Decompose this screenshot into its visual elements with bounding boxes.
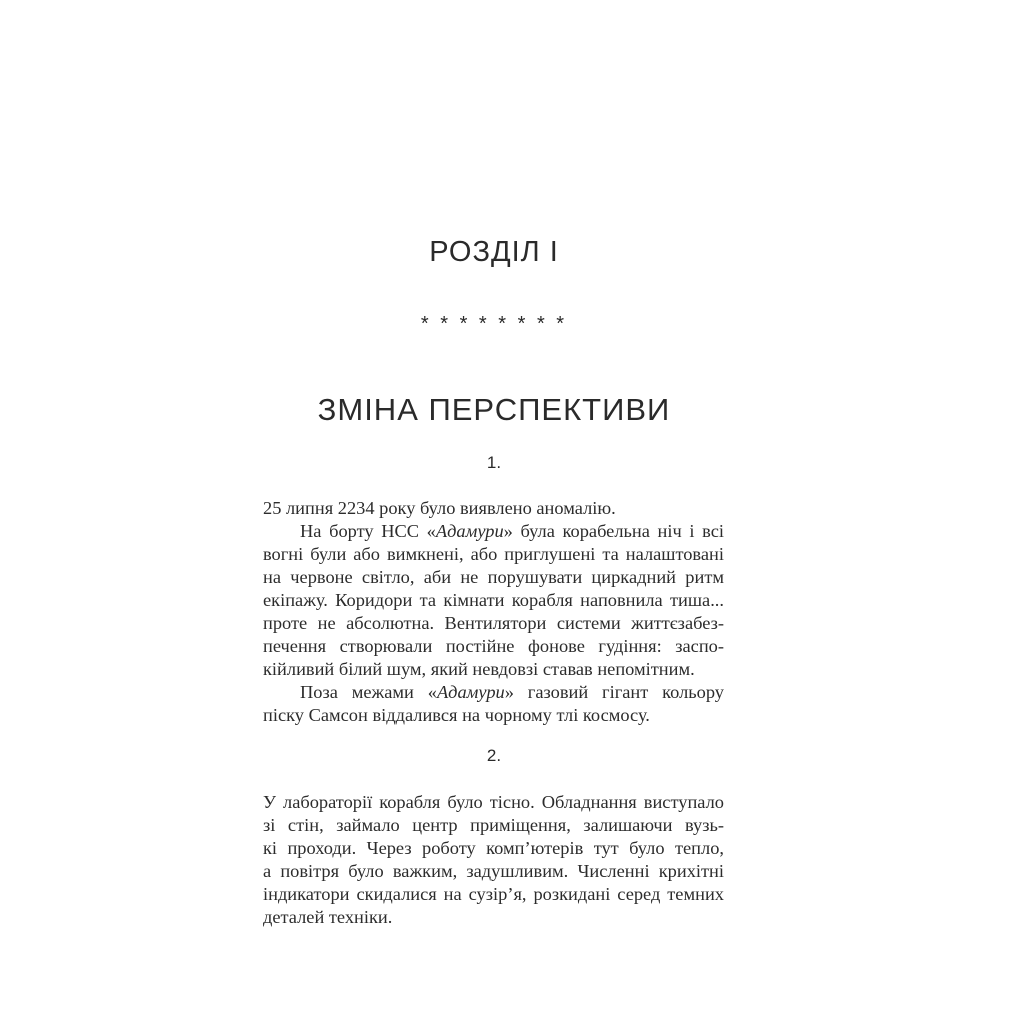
section-number-2: 2. xyxy=(486,746,502,765)
ornamental-separator: * * * * * * * * xyxy=(420,313,568,335)
body-line: екіпажу. Коридори та кімнати корабля наповнила тиша... xyxy=(263,590,724,610)
text-run: » була корабельна ніч і всі xyxy=(503,521,724,541)
body-line: проте не абсолютна. Вентилятори системи життєзабез- xyxy=(263,613,724,633)
section-1-body xyxy=(263,497,724,727)
ship-name: Адамури xyxy=(436,682,505,702)
body-line: 25 липня 2234 року було виявлено аномалію. xyxy=(263,498,616,518)
body-line: зі стін, займало центр приміщення, залишаючи вузь- xyxy=(263,815,724,835)
body-line: печення створювали постійне фонове гудіння: заспо- xyxy=(263,636,724,656)
text-run: Поза межами « xyxy=(300,682,437,702)
text-run: » газовий гігант кольору xyxy=(504,682,724,702)
body-line: піску Самсон віддалився на чорному тлі космосу. xyxy=(263,705,650,725)
body-line: а повітря було важким, задушливим. Численні крихітні xyxy=(263,861,724,881)
section-2-body xyxy=(263,791,724,929)
body-line: на червоне світло, аби не порушувати циркадний ритм xyxy=(263,567,724,587)
body-line: деталей техніки. xyxy=(263,907,393,927)
body-line xyxy=(263,520,724,543)
chapter-title: ЗМІНА ПЕРСПЕКТИВИ xyxy=(317,392,671,427)
ship-name: Адамури xyxy=(435,521,504,541)
body-line: У лабораторії корабля було тісно. Обладнання виступало xyxy=(263,792,724,812)
body-line: вогні були або вимкнені, або приглушені та налаштовані xyxy=(263,544,724,564)
body-line: індикатори скидалися на сузір’я, розкидані серед темних xyxy=(263,884,724,904)
body-line: кі проходи. Через роботу комп’ютерів тут було тепло, xyxy=(263,838,724,858)
body-line: кійливий білий шум, який невдовзі ставав непомітним. xyxy=(263,659,695,679)
section-number-1: 1. xyxy=(486,453,502,472)
chapter-label: РОЗДІЛ І xyxy=(429,236,559,268)
body-line xyxy=(263,681,724,704)
text-run: На борту НСС « xyxy=(300,521,436,541)
